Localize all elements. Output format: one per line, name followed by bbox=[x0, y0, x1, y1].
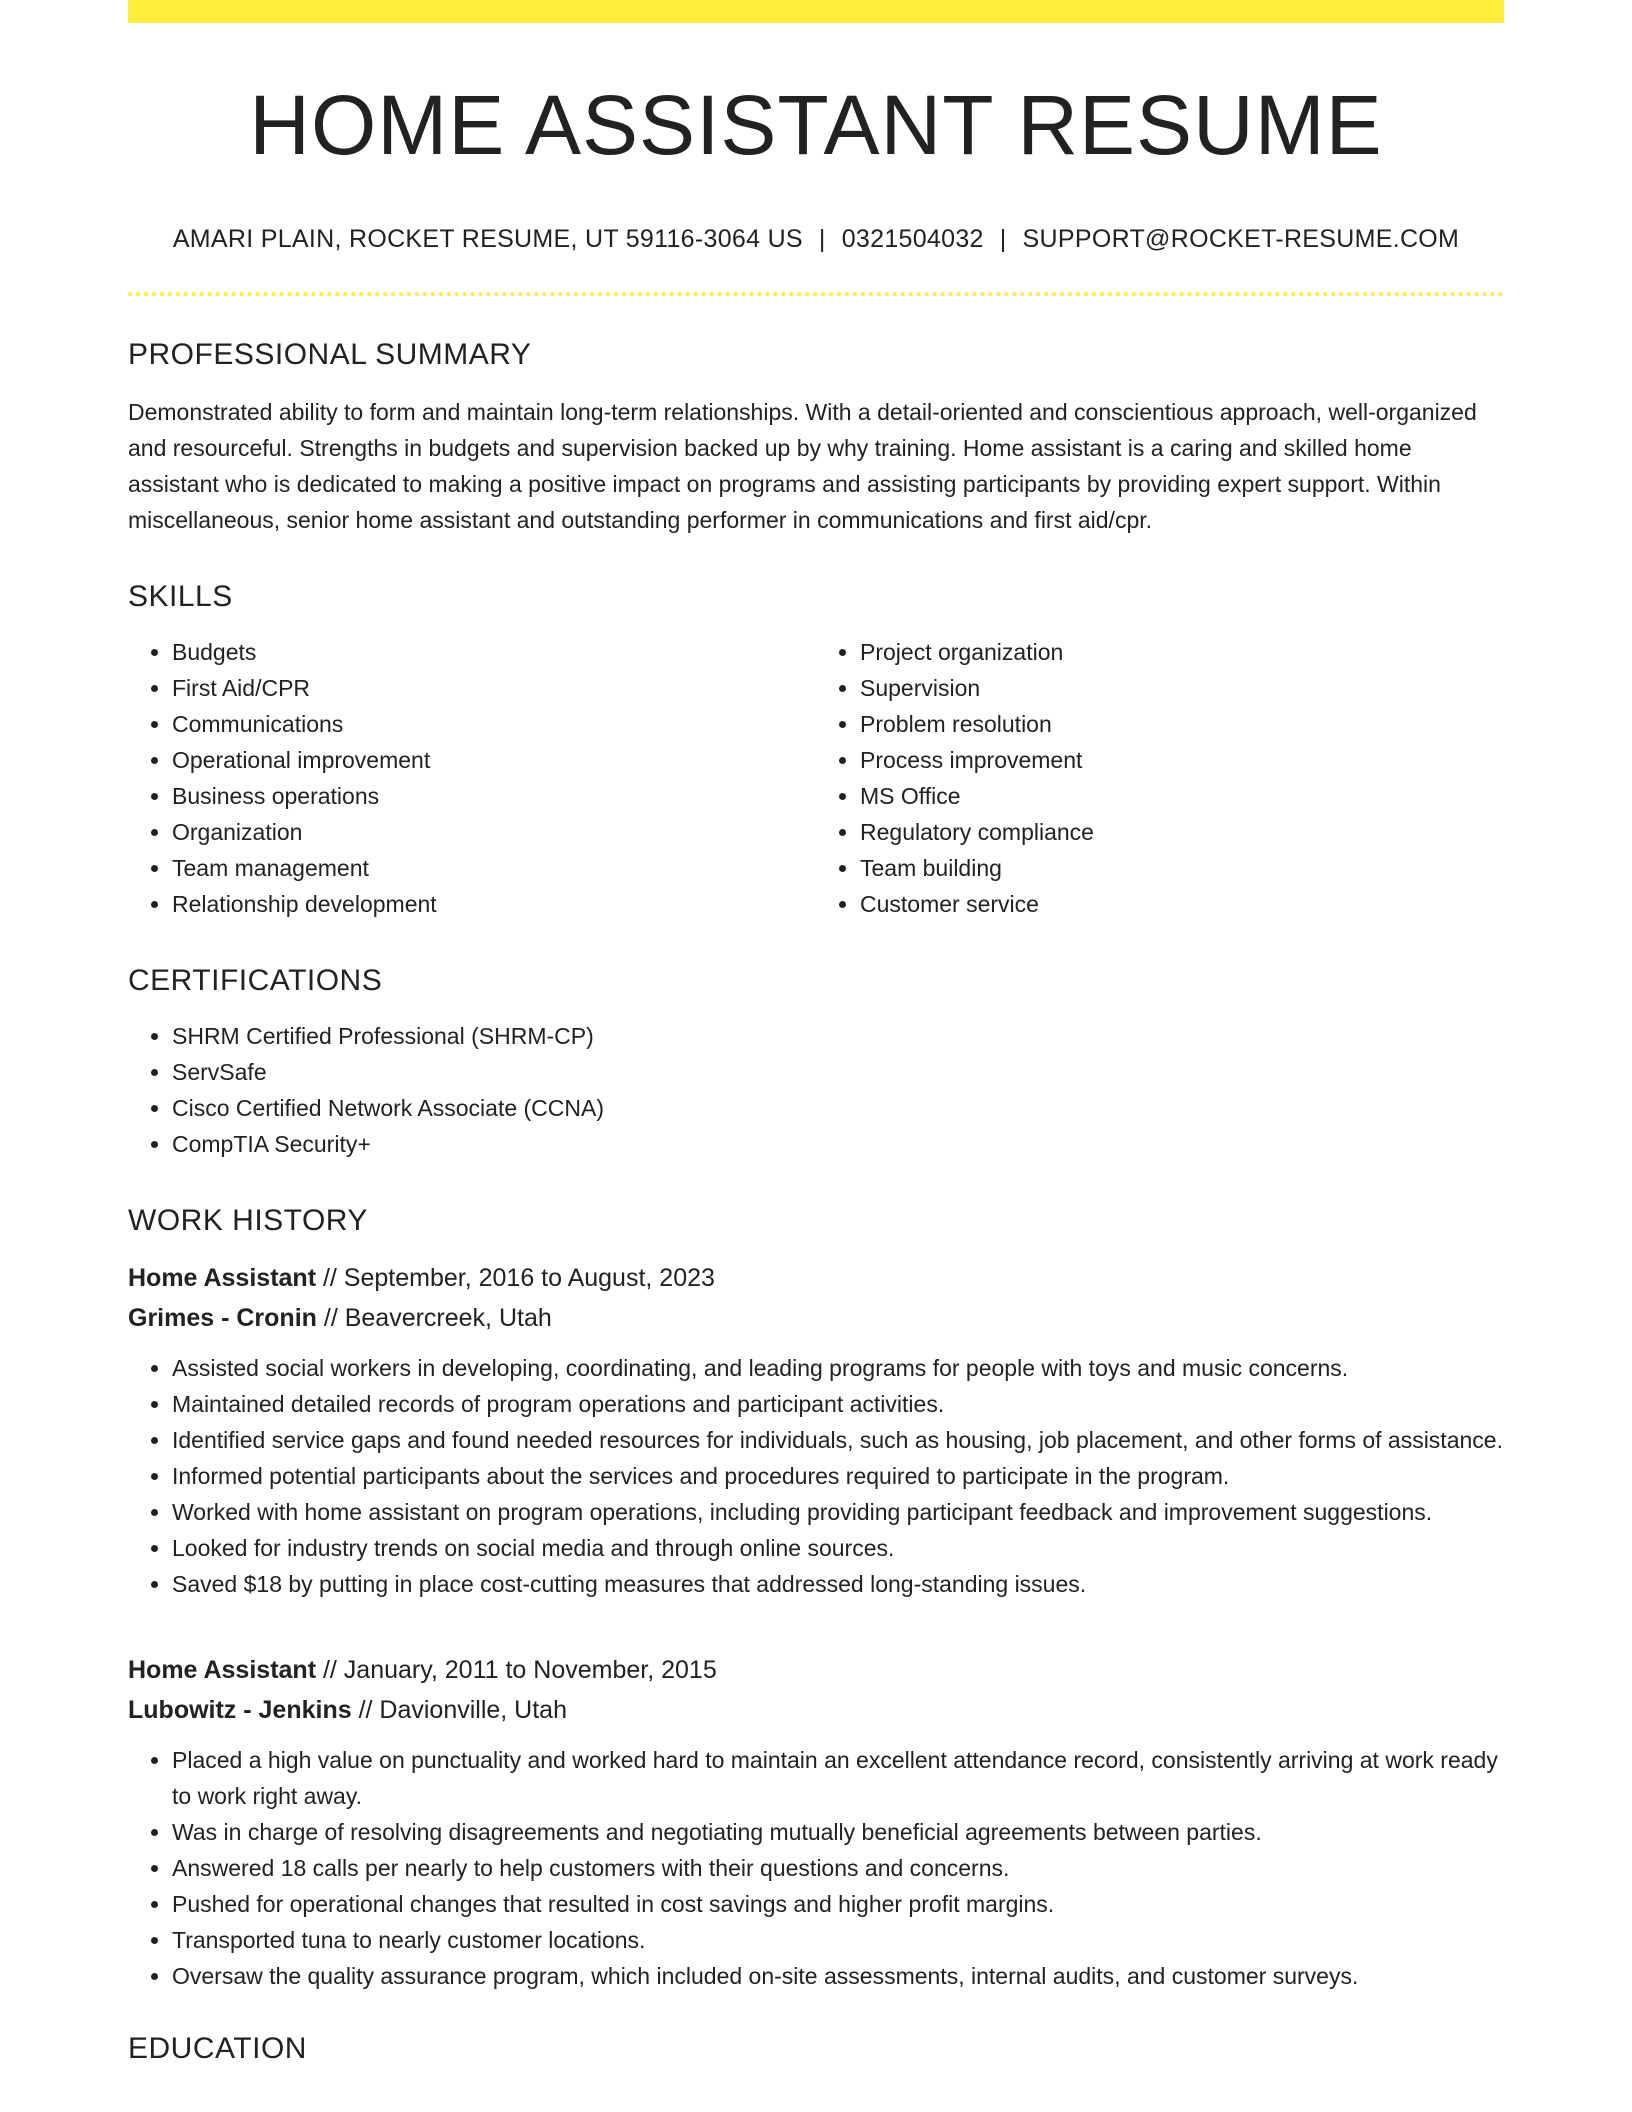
job-entry bbox=[128, 1650, 1504, 1994]
skill-item: • Organization bbox=[172, 814, 816, 850]
certifications-list bbox=[128, 1018, 1504, 1162]
education-heading: EDUCATION bbox=[128, 2032, 307, 2065]
top-accent-bar bbox=[128, 0, 1504, 23]
job-company-line bbox=[128, 1690, 1504, 1730]
resume-page bbox=[128, 0, 1504, 2064]
skills-grid bbox=[128, 634, 1504, 922]
job-duty: • Placed a high value on punctuality and worked hard to maintain an excellent attendance record, consistently arriving at work ready to work right away. bbox=[172, 1742, 1504, 1814]
job-title-line bbox=[128, 1258, 1504, 1298]
job-duty: • Maintained detailed records of program operations and participant activities. bbox=[172, 1386, 1504, 1422]
contact-separator: | bbox=[818, 225, 826, 253]
contact-phone: 0321504032 bbox=[841, 225, 984, 253]
skill-item: • Budgets bbox=[172, 634, 816, 670]
skill-item: • Team management bbox=[172, 850, 816, 886]
skill-item: • Regulatory compliance bbox=[860, 814, 1504, 850]
job-duties-list bbox=[128, 1350, 1504, 1602]
skills-list-right bbox=[816, 634, 1504, 922]
resume-title: HOME ASSISTANT RESUME bbox=[249, 78, 1383, 172]
job-title-line bbox=[128, 1650, 1504, 1690]
skill-item: • Business operations bbox=[172, 778, 816, 814]
job-duty: • Informed potential participants about the services and procedures required to participate in the program. bbox=[172, 1458, 1504, 1494]
skills-heading: SKILLS bbox=[128, 580, 233, 613]
job-duty: • Answered 18 calls per nearly to help customers with their questions and concerns. bbox=[172, 1850, 1504, 1886]
skill-item: • Communications bbox=[172, 706, 816, 742]
contact-email: SUPPORT@ROCKET-RESUME.COM bbox=[1022, 225, 1460, 253]
job-entry bbox=[128, 1258, 1504, 1602]
job-location: // Davionville, Utah bbox=[351, 1696, 567, 1724]
job-duty: • Identified service gaps and found needed resources for individuals, such as housing, job placement, and other forms of assistance. bbox=[172, 1422, 1504, 1458]
certification-item: • Cisco Certified Network Associate (CCNA) bbox=[172, 1090, 1504, 1126]
job-duty: • Worked with home assistant on program operations, including providing participant feedback and improvement suggestions. bbox=[172, 1494, 1504, 1530]
skills-list-left bbox=[128, 634, 816, 922]
dotted-divider bbox=[128, 292, 1504, 296]
contact-line bbox=[128, 225, 1504, 254]
skill-item: • Supervision bbox=[860, 670, 1504, 706]
job-duty: • Looked for industry trends on social media and through online sources. bbox=[172, 1530, 1504, 1566]
job-duty: • Assisted social workers in developing, coordinating, and leading programs for people with toys and music concerns. bbox=[172, 1350, 1504, 1386]
job-duty: • Was in charge of resolving disagreements and negotiating mutually beneficial agreements between parties. bbox=[172, 1814, 1504, 1850]
job-company-line bbox=[128, 1298, 1504, 1338]
job-duty: • Saved $18 by putting in place cost-cutting measures that addressed long-standing issues. bbox=[172, 1566, 1504, 1602]
job-dates: // September, 2016 to August, 2023 bbox=[316, 1264, 715, 1292]
job-duty: • Transported tuna to nearly customer locations. bbox=[172, 1922, 1504, 1958]
job-title: Home Assistant bbox=[128, 1656, 317, 1684]
job-dates: // January, 2011 to November, 2015 bbox=[316, 1656, 717, 1684]
contact-address: AMARI PLAIN, ROCKET RESUME, UT 59116-3064 US bbox=[172, 225, 803, 253]
job-company: Lubowitz - Jenkins bbox=[128, 1696, 352, 1724]
summary-heading: PROFESSIONAL SUMMARY bbox=[128, 338, 532, 371]
job-duty: • Pushed for operational changes that resulted in cost savings and higher profit margins. bbox=[172, 1886, 1504, 1922]
skill-item: • Customer service bbox=[860, 886, 1504, 922]
skill-item: • Project organization bbox=[860, 634, 1504, 670]
skill-item: • Relationship development bbox=[172, 886, 816, 922]
certification-item: • CompTIA Security+ bbox=[172, 1126, 1504, 1162]
certification-item: • SHRM Certified Professional (SHRM-CP) bbox=[172, 1018, 1504, 1054]
work-history-heading: WORK HISTORY bbox=[128, 1204, 368, 1237]
job-title: Home Assistant bbox=[128, 1264, 317, 1292]
summary-text: Demonstrated ability to form and maintain long-term relationships. With a detail-oriented and conscientious approach, well-organized and resourceful. Strengths in budgets and supervision backed up by why training. Home assistant is a caring and skilled home assistant who is dedicated to making a positive impact on programs and assisting participants by providing expert support. Within miscellaneous, senior home assistant and outstanding performer in communications and first aid/cpr. bbox=[128, 399, 1477, 533]
skill-item: • MS Office bbox=[860, 778, 1504, 814]
skill-item: • Team building bbox=[860, 850, 1504, 886]
skill-item: • Operational improvement bbox=[172, 742, 816, 778]
skill-item: • Problem resolution bbox=[860, 706, 1504, 742]
job-duty: • Oversaw the quality assurance program, which included on-site assessments, internal audits, and customer surveys. bbox=[172, 1958, 1504, 1994]
skill-item: • First Aid/CPR bbox=[172, 670, 816, 706]
job-company: Grimes - Cronin bbox=[128, 1304, 317, 1332]
job-location: // Beavercreek, Utah bbox=[316, 1304, 552, 1332]
contact-separator: | bbox=[999, 225, 1007, 253]
certifications-heading: CERTIFICATIONS bbox=[128, 964, 383, 997]
skill-item: • Process improvement bbox=[860, 742, 1504, 778]
job-duties-list bbox=[128, 1742, 1504, 1994]
certification-item: • ServSafe bbox=[172, 1054, 1504, 1090]
